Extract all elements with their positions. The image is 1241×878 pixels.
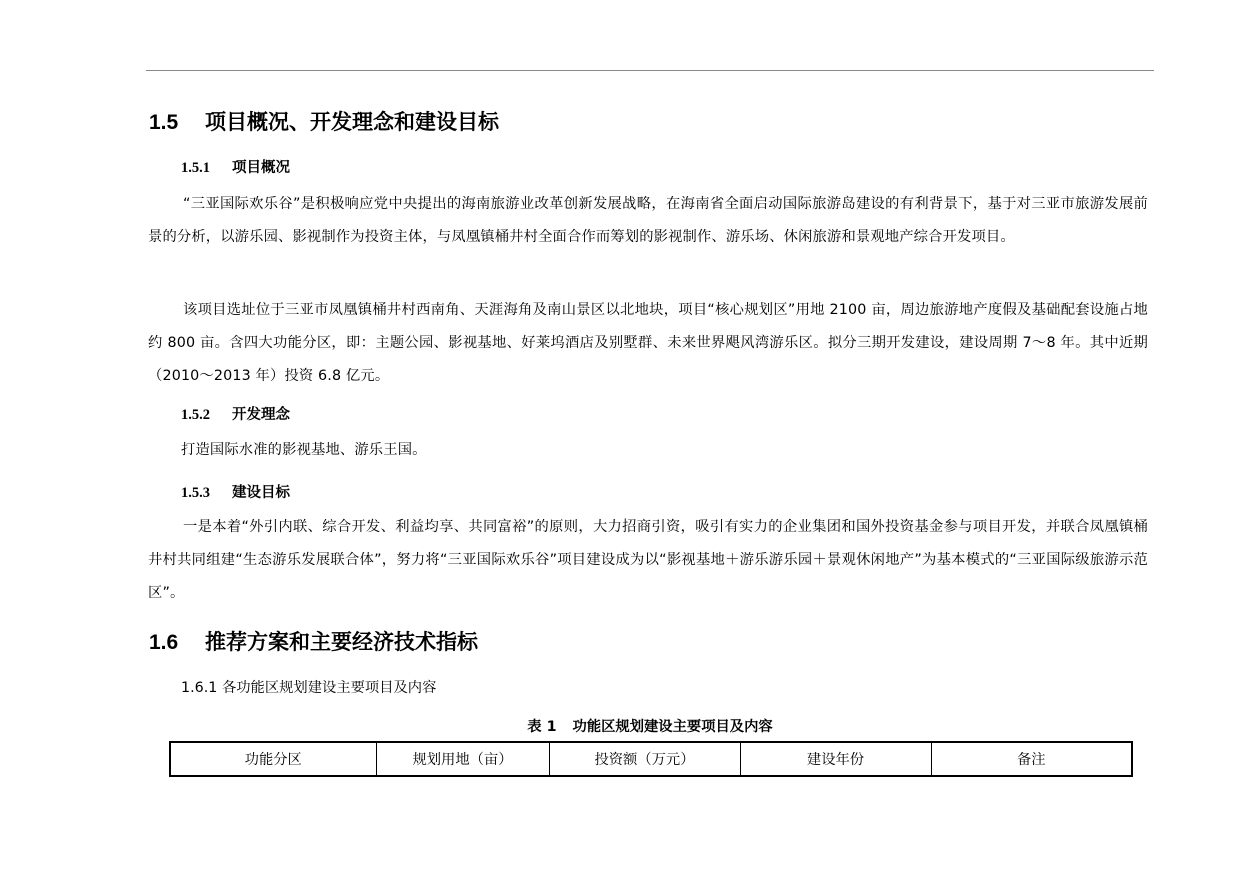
subsection-heading-1-5-3: [181, 481, 290, 502]
section-number: 1.5: [149, 111, 179, 134]
header-rule: [146, 70, 1154, 71]
subsection-title: 建设目标: [232, 485, 290, 501]
section-number: 1.6: [149, 631, 179, 654]
column-header-investment: 投资额（万元）: [549, 742, 740, 776]
paragraph-construction-goal: 一是本着“外引内联、综合开发、利益均享、共同富裕”的原则，大力招商引资，吸引有实力的企业集团和国外投资基金参与项目开发，并联合凤凰镇桶井村共同组建“生态游乐发展联合体”，努力将“三亚国际欢乐谷”项目建设成为以“影视基地＋游乐游乐园＋景观休闲地产”为基本模式的“三亚国际级旅游示范区”。: [148, 519, 1148, 601]
subsection-title: 各功能区规划建设主要项目及内容: [221, 680, 437, 696]
section-heading-1-5: [149, 106, 499, 136]
subsection-heading-1-5-1: [181, 156, 290, 177]
table-header-row: [170, 742, 1132, 776]
subsection-number: 1.6.1: [181, 680, 218, 696]
subsection-number: 1.5.2: [181, 407, 210, 423]
subsection-title: 项目概况: [232, 160, 290, 176]
column-header-function-zone: 功能分区: [170, 742, 376, 776]
table-caption-title: 功能区规划建设主要项目及内容: [572, 719, 773, 735]
function-zone-table: [169, 741, 1133, 777]
table-caption: [0, 716, 1241, 736]
subsection-title: 开发理念: [232, 407, 290, 423]
column-header-planned-land: 规划用地（亩）: [376, 742, 549, 776]
paragraph-development-concept: 打造国际水准的影视基地、游乐王国。: [181, 442, 427, 458]
column-header-construction-year: 建设年份: [740, 742, 931, 776]
section-title: 推荐方案和主要经济技术指标: [205, 630, 478, 654]
subsection-heading-1-5-2: [181, 403, 290, 424]
subsection-heading-1-6-1: [181, 677, 436, 697]
paragraph-project-overview-1: “三亚国际欢乐谷”是积极响应党中央提出的海南旅游业改革创新发展战略，在海南省全面启动国际旅游岛建设的有利背景下，基于对三亚市旅游发展前景的分析，以游乐园、影视制作为投资主体，与凤凰镇桶井村全面合作而筹划的影视制作、游乐场、休闲旅游和景观地产综合开发项目。: [148, 196, 1148, 245]
paragraph-project-overview-2: 该项目选址位于三亚市凤凰镇桶井村西南角、天涯海角及南山景区以北地块，项目“核心规划区”用地 2100 亩，周边旅游地产度假及基础配套设施占地约 800 亩。含四大功能分区，即：主题公园、影视基地、好莱坞酒店及别墅群、未来世界飓风湾游乐区。拟分三期开发建设，建设周期 7～8 年。其中近期（2010～2013 年）投资 6.8 亿元。: [148, 302, 1148, 384]
section-title: 项目概况、开发理念和建设目标: [205, 110, 499, 134]
subsection-number: 1.5.1: [181, 160, 210, 176]
section-heading-1-6: [149, 626, 478, 656]
table-caption-label: 表 1: [527, 719, 557, 735]
column-header-remarks: 备注: [931, 742, 1132, 776]
subsection-number: 1.5.3: [181, 485, 210, 501]
